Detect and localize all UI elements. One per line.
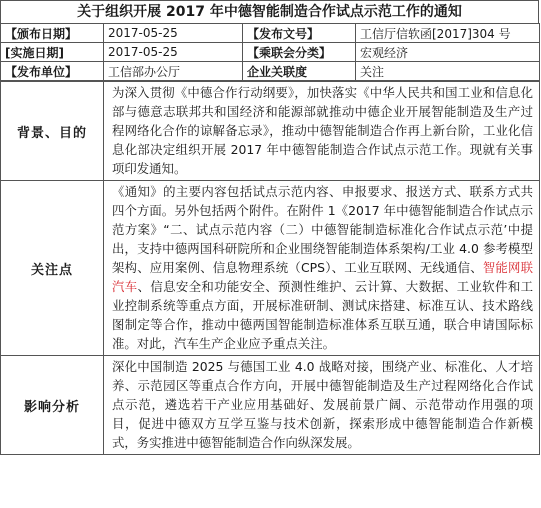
section-row-impact <box>1 356 540 455</box>
publisher-value: 工信部办公厅 <box>104 62 243 81</box>
issue-date-value: 2017-05-25 <box>104 24 243 43</box>
focus-text-before: 《通知》的主要内容包括试点示范内容、申报要求、报送方式、联系方式共四个方面。另外包括两个附件。在附件 1《2017 年中德智能制造合作试点示范方案》“二、试点示范内容（二）中德智能制造标准化合作试点示范’中提出，支持中德两国科研院所和企业围绕智能制造体系架构/工业 4.0 参考模型架构、应用案例、信息物理系统（CPS）、工业互联网、无线通信、 <box>112 184 533 275</box>
metadata-table <box>0 23 540 81</box>
relevance-value: 关注 <box>356 62 540 81</box>
content-table <box>0 81 540 455</box>
doc-number-label: 【发布文号】 <box>243 24 356 43</box>
section-row-focus <box>1 181 540 356</box>
focus-text-after: 、信息安全和功能安全、预测性维护、云计算、大数据、工业软件和工业控制系统等重点方面，开展标准研制、测试床搭建、标准互认、技术路线图制定等合作，推动中德两国智能制造标准体系互联互通，联合申请国际标准。对此，汽车生产企业应予重点关注。 <box>112 279 534 351</box>
background-text: 为深入贯彻《中德合作行动纲要》，加快落实《中华人民共和国工业和信息化部与德意志联邦共和国经济和能源部就推动中德企业开展智能制造及生产过程网络化合作的谅解备忘录》，推动中德智能制造合作再上新台阶，工业化信息化部决定组织开展 2017 年中德智能制造合作试点示范工作。现就有关事项印发通知。 <box>104 82 540 181</box>
impact-label: 影响分析 <box>1 356 104 455</box>
focus-label: 关注点 <box>1 181 104 356</box>
metadata-row <box>1 43 540 62</box>
impact-text: 深化中国制造 2025 与德国工业 4.0 战略对接，围绕产业、标准化、人才培养、示范园区等重点合作方向，开展中德智能制造及生产过程网络化合作试点示范，遴选若干产业应用基础好、发展前景广阔、示范带动作用强的项目，促进中德双方互学互鉴与技术创新，探索形成中德智能制造合作新模式，务实推进中德智能制造合作向纵深发展。 <box>104 356 540 455</box>
focus-highlight: 智能网联汽车 <box>112 260 534 294</box>
document-title: 关于组织开展 2017 年中德智能制造合作试点示范工作的通知 <box>0 0 539 23</box>
issue-date-label: 【颁布日期】 <box>1 24 104 43</box>
metadata-row <box>1 24 540 43</box>
section-row-background <box>1 82 540 181</box>
background-label: 背景、目的 <box>1 82 104 181</box>
publisher-label: 【发布单位】 <box>1 62 104 81</box>
category-label: 【乘联会分类】 <box>243 43 356 62</box>
metadata-row <box>1 62 540 81</box>
focus-text <box>104 181 540 356</box>
effective-date-value: 2017-05-25 <box>104 43 243 62</box>
category-value: 宏观经济 <box>356 43 540 62</box>
relevance-label: 企业关联度 <box>243 62 356 81</box>
doc-number-value: 工信厅信软函[2017]304 号 <box>356 24 540 43</box>
effective-date-label: [实施日期] <box>1 43 104 62</box>
